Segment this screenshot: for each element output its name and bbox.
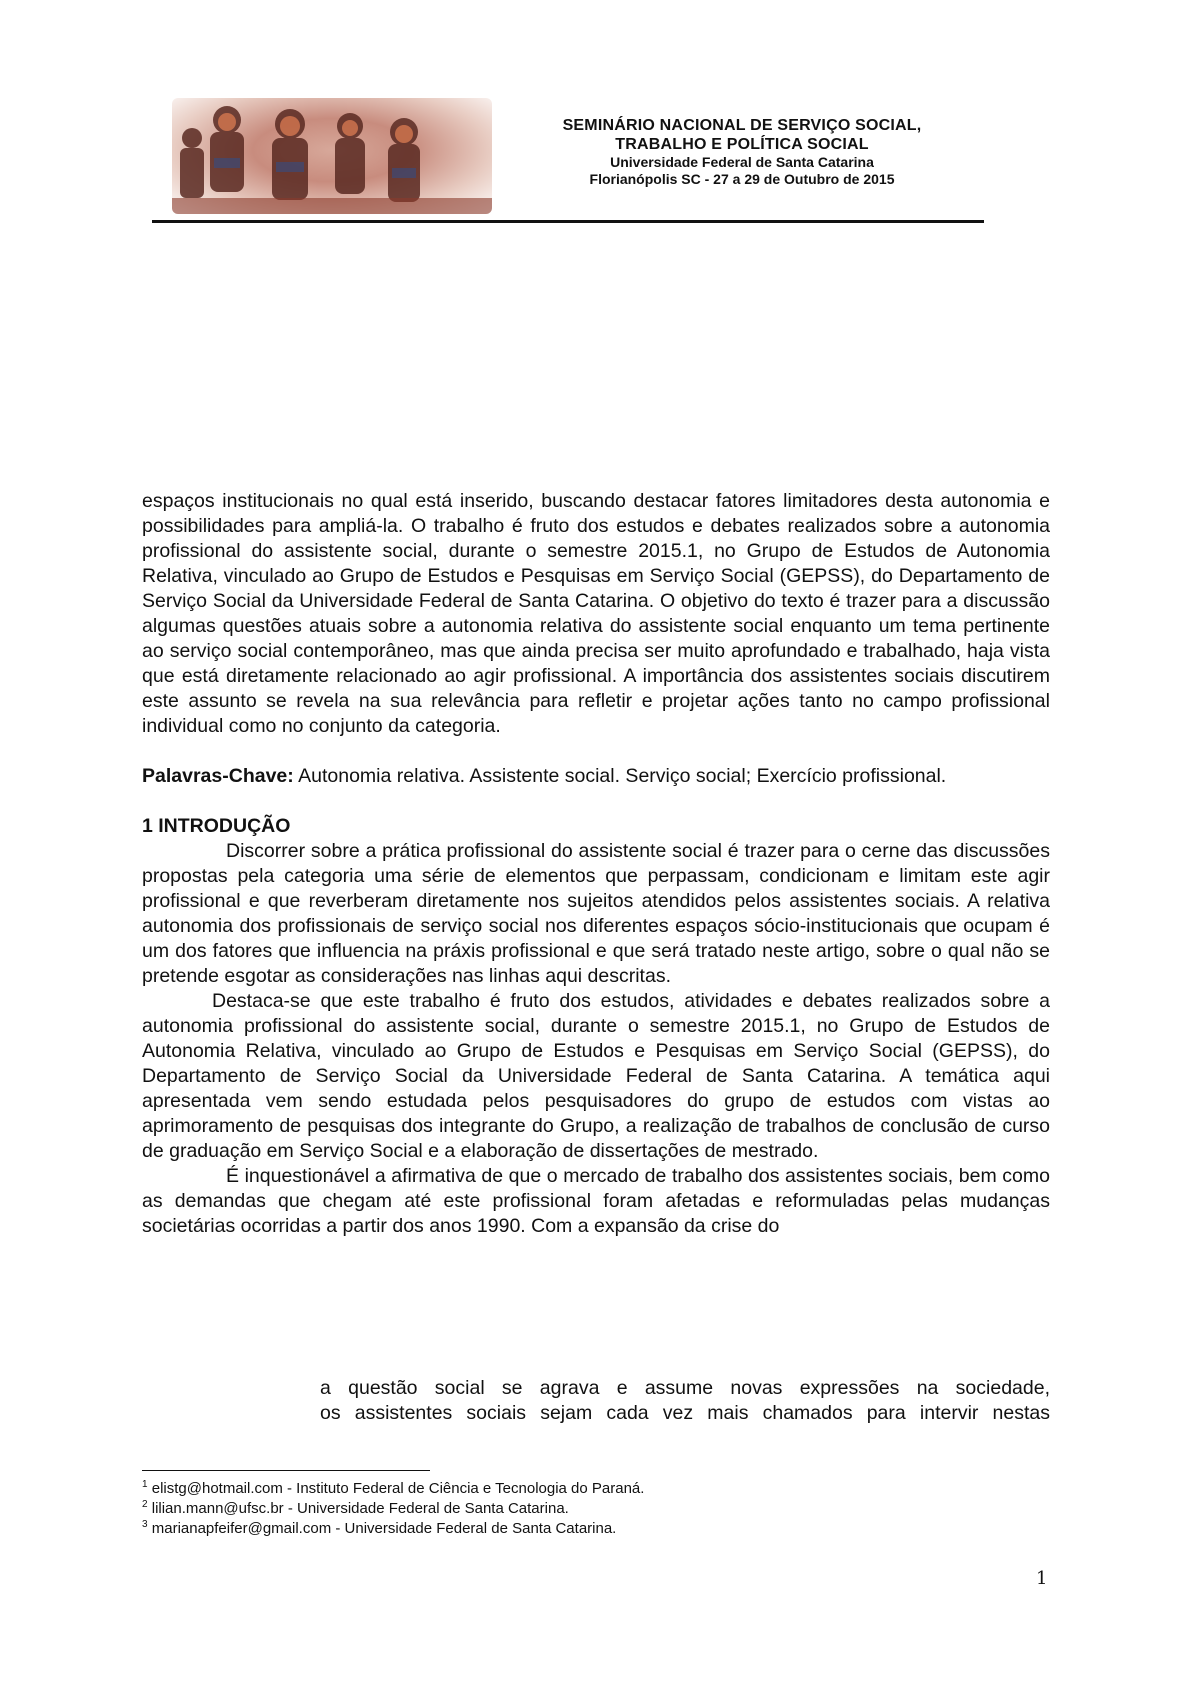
header-divider	[152, 220, 984, 223]
seminar-location-date: Florianópolis SC - 27 a 29 de Outubro de 2015	[589, 171, 895, 187]
partial-text-block	[320, 1376, 1050, 1426]
footnote-2	[142, 1499, 1042, 1519]
seminar-title-block	[512, 116, 972, 188]
abstract-paragraph: espaços institucionais no qual está inserido, buscando destacar fatores limitadores desta autonomia e possibilidades para ampliá-la. O trabalho é fruto dos estudos e debates realizados sobre a autonomia profissional do assistente social, durante o semestre 2015.1, no Grupo de Estudos de Autonomia Relativa, vinculado ao Grupo de Estudos e Pesquisas em Serviço Social (GEPSS), do Departamento de Serviço Social da Universidade Federal de Santa Catarina. O objetivo do texto é trazer para a discussão algumas questões atuais sobre a autonomia relativa do assistente social enquanto um tema pertinente ao serviço social contemporâneo, mas que ainda precisa ser muito aprofundado e trabalhado, haja vista que está diretamente relacionado ao agir profissional. A importância dos assistentes sociais discutirem este assunto se revela na sua relevância para refletir e projetar ações tanto no campo profissional individual como no conjunto da categoria.	[142, 490, 1050, 737]
footnote-number: 1	[142, 1479, 148, 1490]
partial-line-1: a questão social se agrava e assume novas expressões na sociedade,	[320, 1377, 1050, 1399]
keywords-label: Palavras-Chave:	[142, 765, 294, 787]
footnote-text: lilian.mann@ufsc.br - Universidade Federal de Santa Catarina.	[147, 1500, 569, 1517]
footnote-text: elistg@hotmail.com - Instituto Federal de Ciência e Tecnologia do Paraná.	[147, 1480, 645, 1497]
footnote-divider	[142, 1470, 430, 1471]
section-heading: 1 INTRODUÇÃO	[142, 815, 291, 837]
page-number: 1	[1036, 1568, 1048, 1589]
keywords-line	[142, 764, 1050, 789]
partial-line-2: os assistentes sociais sejam cada vez mais chamados para intervir nestas	[320, 1402, 1050, 1424]
intro-paragraph-3: É inquestionável a afirmativa de que o mercado de trabalho dos assistentes sociais, bem como as demandas que chegam até este profissional foram afetadas e reformuladas pelas mudanças societárias ocorridas a partir dos anos 1990. Com a expansão da crise do	[142, 1165, 1050, 1237]
footnote-text: marianapfeifer@gmail.com - Universidade Federal de Santa Catarina.	[147, 1520, 617, 1537]
page-header	[152, 96, 984, 226]
footnote-number: 3	[142, 1519, 148, 1530]
intro-paragraph-1: Discorrer sobre a prática profissional do assistente social é trazer para o cerne das discussões propostas pela categoria uma série de elementos que perpassam, condicionam e limitam este agir profissional e que reverberam diretamente nos sujeitos atendidos pelos assistentes sociais. A relativa autonomia dos profissionais de serviço social nos diferentes espaços sócio-institucionais que ocupam é um dos fatores que influencia na práxis profissional e que será tratado neste artigo, sobre o qual não se pretende esgotar as considerações nas linhas aqui descritas.	[142, 840, 1050, 987]
intro-paragraph-2: Destaca-se que este trabalho é fruto dos estudos, atividades e debates realizados sobre a autonomia profissional do assistente social, durante o semestre 2015.1, no Grupo de Estudos de Autonomia Relativa, vinculado ao Grupo de Estudos e Pesquisas em Serviço Social (GEPSS), do Departamento de Serviço Social da Universidade Federal de Santa Catarina. A temática aqui apresentada vem sendo estudada pelos pesquisadores do grupo de estudos com vistas ao aprimoramento de pesquisas dos integrante do Grupo, a realização de trabalhos de conclusão de curso de graduação em Serviço Social e a elaboração de dissertações de mestrado.	[142, 990, 1050, 1162]
seminar-university: Universidade Federal de Santa Catarina	[610, 154, 874, 170]
footnote-number: 2	[142, 1499, 148, 1510]
main-body	[142, 489, 1050, 1239]
seminar-title-line1: SEMINÁRIO NACIONAL DE SERVIÇO SOCIAL,	[562, 117, 922, 134]
figurines-illustration	[172, 98, 492, 214]
seminar-title-line2: TRABALHO E POLÍTICA SOCIAL	[615, 136, 869, 153]
footnote-3	[142, 1519, 1042, 1539]
footnote-1	[142, 1479, 1042, 1499]
keywords-text: Autonomia relativa. Assistente social. Serviço social; Exercício profissional.	[293, 765, 947, 787]
footnotes	[142, 1479, 1042, 1539]
header-image	[172, 98, 492, 214]
